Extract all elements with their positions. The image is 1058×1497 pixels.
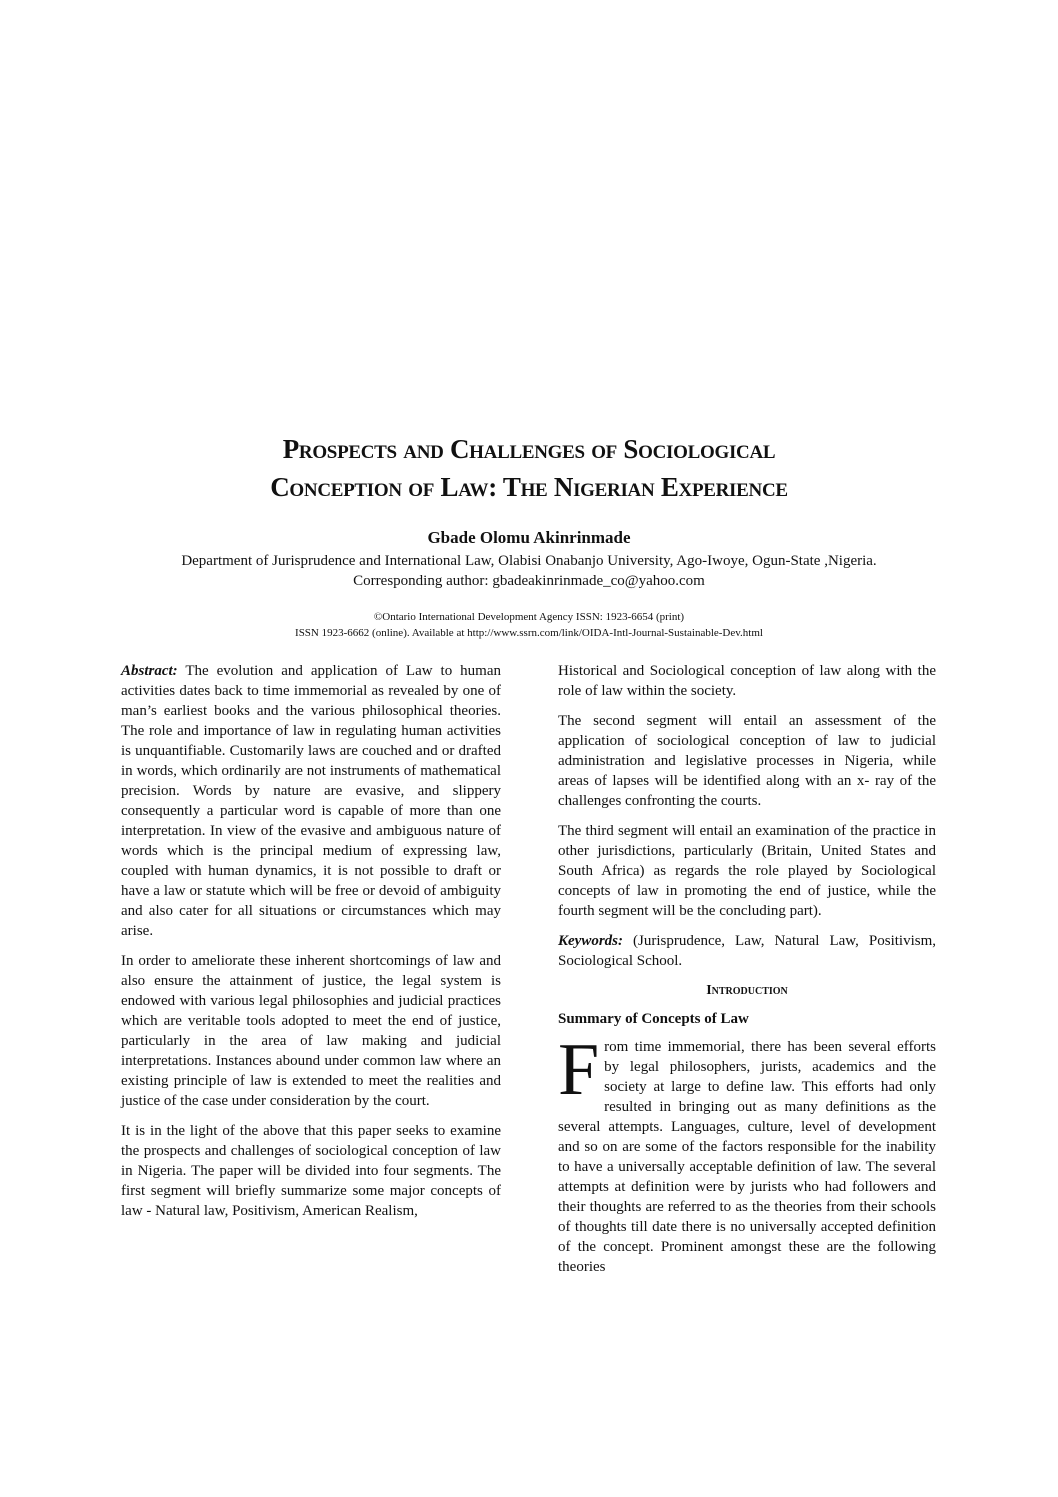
paper-title: [0, 430, 1058, 506]
publisher-line-1: ©Ontario International Development Agency ISSN: 1923-6654 (print): [373, 611, 685, 623]
affiliation: Department of Jurisprudence and International Law, Olabisi Onabanjo University, Ago-Iwoye, Ogun-State ,Nigeria.: [181, 553, 877, 569]
body-paragraph: Historical and Sociological conception of law along with the role of law within the society.: [558, 663, 936, 699]
corresponding-author: Corresponding author: gbadeakinrinmade_co@yahoo.com: [353, 573, 705, 589]
publisher-info: [0, 609, 1058, 641]
subsection-heading: Summary of Concepts of Law: [558, 1011, 749, 1027]
right-column: [558, 661, 936, 1287]
body-paragraph: The third segment will entail an examination of the practice in other jurisdictions, particularly (Britain, United States and South Africa) as regards the role played by Sociological concepts of law in promoting the end of justice, while the fourth segment will be the concluding part).: [558, 823, 936, 919]
keywords-text: (Jurisprudence, Law, Natural Law, Positivism, Sociological School.: [558, 933, 936, 969]
body-paragraph: It is in the light of the above that this paper seeks to examine the prospects and challenges of sociological conception of law in Nigeria. The paper will be divided into four segments. The first segment will briefly summarize some major concepts of law - Natural law, Positivism, American Realism,: [121, 1123, 501, 1219]
affiliation-block: [0, 551, 1058, 591]
left-column: [121, 661, 501, 1231]
abstract-label: Abstract:: [121, 663, 178, 679]
title-line-2: Conception of Law: The Nigerian Experience: [270, 472, 788, 502]
body-paragraph: The second segment will entail an assessment of the application of sociological conception of law to judicial administration and legislative processes in Nigeria, while areas of lapses will be identified along with an x- ray of the challenges confronting the courts.: [558, 713, 936, 809]
drop-cap: F: [558, 1029, 600, 1111]
section-heading-introduction: Introduction: [706, 983, 788, 998]
abstract-paragraph: [121, 661, 501, 941]
title-line-1: Prospects and Challenges of Sociological: [282, 434, 776, 464]
author-name: Gbade Olomu Akinrinmade: [427, 528, 631, 547]
keywords-paragraph: [558, 931, 936, 971]
intro-text: rom time immemorial, there has been several efforts by legal philosophers, jurists, academics and the society at large to define law. This efforts had only resulted in bringing out as many definitions as the several attempts. Languages, culture, level of development and so on are some of the factors responsible for the inability to have a universally acceptable definition of law. The several attempts at definition were by jurists who had followers and their thoughts are referred to as the theories from their schools of thoughts till date there is no universally accepted definition of the concept. Prominent amongst these are the following theories: [558, 1039, 936, 1275]
keywords-label: Keywords:: [558, 933, 623, 949]
intro-paragraph: [558, 1029, 936, 1277]
body-paragraph: In order to ameliorate these inherent shortcomings of law and also ensure the attainment of justice, the legal system is endowed with various legal philosophies and judicial practices which are veritable tools adopted to meet the end of justice, particularly in the area of law making and judicial interpretations. Instances abound under common law where an existing principle of law is extended to meet the realities and justice of the case under consideration by the court.: [121, 953, 501, 1109]
abstract-text: The evolution and application of Law to human activities dates back to time immemorial as revealed by one of man’s earliest books and the various philosophical theories. The role and importance of law in regulating human activities is unquantifiable. Customarily laws are couched and or drafted in words, which ordinarily are not instruments of mathematical precision. Words by nature are evasive, and slippery consequently a particular word is capable of more than one interpretation. In view of the evasive and ambiguous nature of words which is the principal medium of expressing law, coupled with human dynamics, it is not possible to draft or have a law or statute which will be free or devoid of ambiguity and also cater for all situations or circumstances which may arise.: [121, 663, 501, 939]
publisher-line-2: ISSN 1923-6662 (online). Available at http://www.ssrn.com/link/OIDA-Intl-Journal-Sustainable-Dev.html: [295, 627, 763, 639]
